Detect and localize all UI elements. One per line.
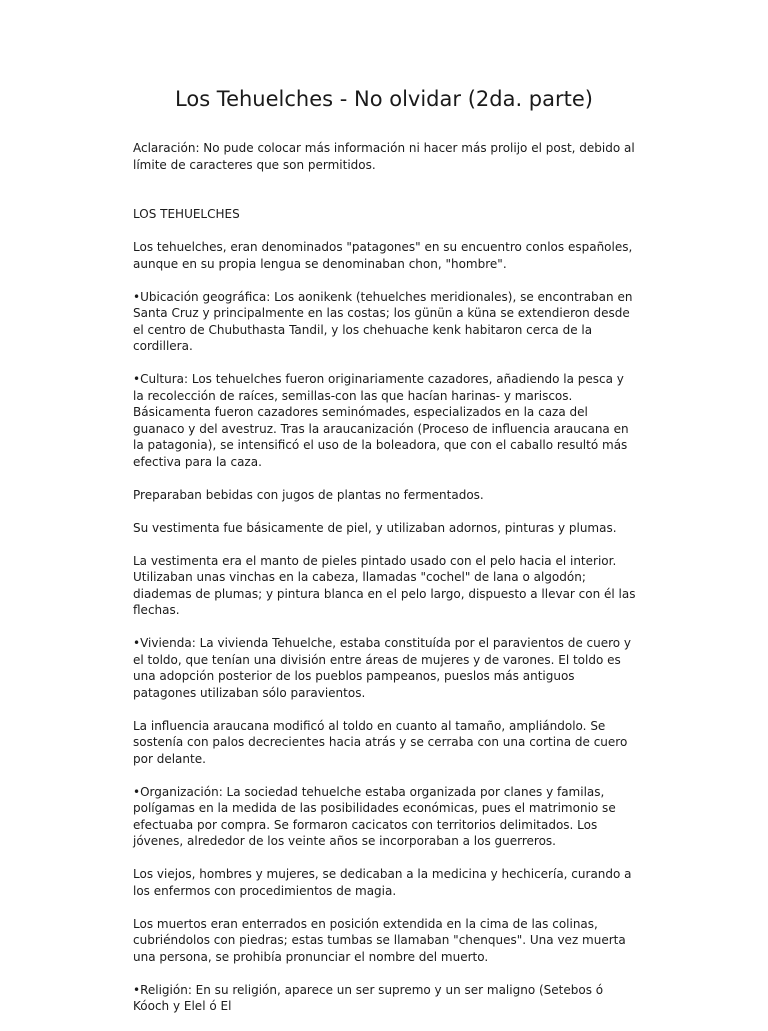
paragraph-aclaracion: Aclaración: No pude colocar más información ni hacer más prolijo el post, debido al límite de caracteres que son permitidos. [133, 141, 635, 172]
paragraph-muertos: Los muertos eran enterrados en posición extendida en la cima de las colinas, cubriéndolos con piedras; estas tumbas se llamaban "chenques". Una vez muerta una persona, se prohibía pronunciar el nombre del muerto. [133, 916, 626, 964]
paragraph-bebidas: Preparaban bebidas con jugos de plantas no fermentados. [133, 487, 484, 502]
section-heading: LOS TEHUELCHES [133, 207, 240, 221]
document-body [133, 140, 638, 1031]
paragraph-intro: Los tehuelches, eran denominados "patagones" en su encuentro conlos españoles, aunque en su propia lengua se denominaban chon, "hombre". [133, 240, 633, 271]
page-title: Los Tehuelches - No olvidar (2da. parte) [175, 87, 593, 111]
paragraph-manto: La vestimenta era el manto de pieles pintado usado con el pelo hacia el interior. Utilizaban unas vinchas en la cabeza, llamadas "cochel" de lana o algodón; diademas de plumas; y pintura blanca en el pelo largo, dispuesto a llevar con él las flechas. [133, 553, 636, 617]
paragraph-vestimenta: Su vestimenta fue básicamente de piel, y utilizaban adornos, pinturas y plumas. [133, 520, 617, 535]
paragraph-cultura: •Cultura: Los tehuelches fueron originariamente cazadores, añadiendo la pesca y la recolección de raíces, semillas-con las que hacían harinas- y mariscos. Básicamenta fueron cazadores seminómades, especializados en la caza del guanaco y del avestruz. Tras la araucanización (Proceso de influencia araucana en la patagonia), se intensificó el uso de la boleadora, que con el caballo resultó más efectiva para la caza. [133, 372, 629, 469]
paragraph-religion: •Religión: En su religión, aparece un ser supremo y un ser maligno (Setebos ó Kóoch y Elel ó El [133, 982, 604, 1013]
paragraph-vivienda: •Vivienda: La vivienda Tehuelche, estaba constituída por el paravientos de cuero y el toldo, que tenían una división entre áreas de mujeres y de varones. El toldo es una adopción posterior de los pueblos pampeanos, pueslos más antiguos patagones utilizaban sólo paravientos. [133, 636, 632, 700]
paragraph-organizacion: •Organización: La sociedad tehuelche estaba organizada por clanes y familas, polígamas en la medida de las posibilidades económicas, pues el matrimonio se efectuaba por compra. Se formaron cacicatos con territorios delimitados. Los jóvenes, alrededor de los veinte años se incorporaban a los guerreros. [133, 784, 616, 848]
paragraph-influencia: La influencia araucana modificó al toldo en cuanto al tamaño, ampliándolo. Se sostenía con palos decrecientes hacia atrás y se cerraba con una cortina de cuero por delante. [133, 718, 628, 766]
paragraph-ubicacion: •Ubicación geográfica: Los aonikenk (tehuelches meridionales), se encontraban en Santa Cruz y principalmente en las costas; los günün a küna se extendieron desde el centro de Chubuthasta Tandil, y los chehuache kenk habitaron cerca de la cordillera. [133, 289, 633, 353]
paragraph-medicina: Los viejos, hombres y mujeres, se dedicaban a la medicina y hechicería, curando a los enfermos con procedimientos de magia. [133, 867, 632, 898]
